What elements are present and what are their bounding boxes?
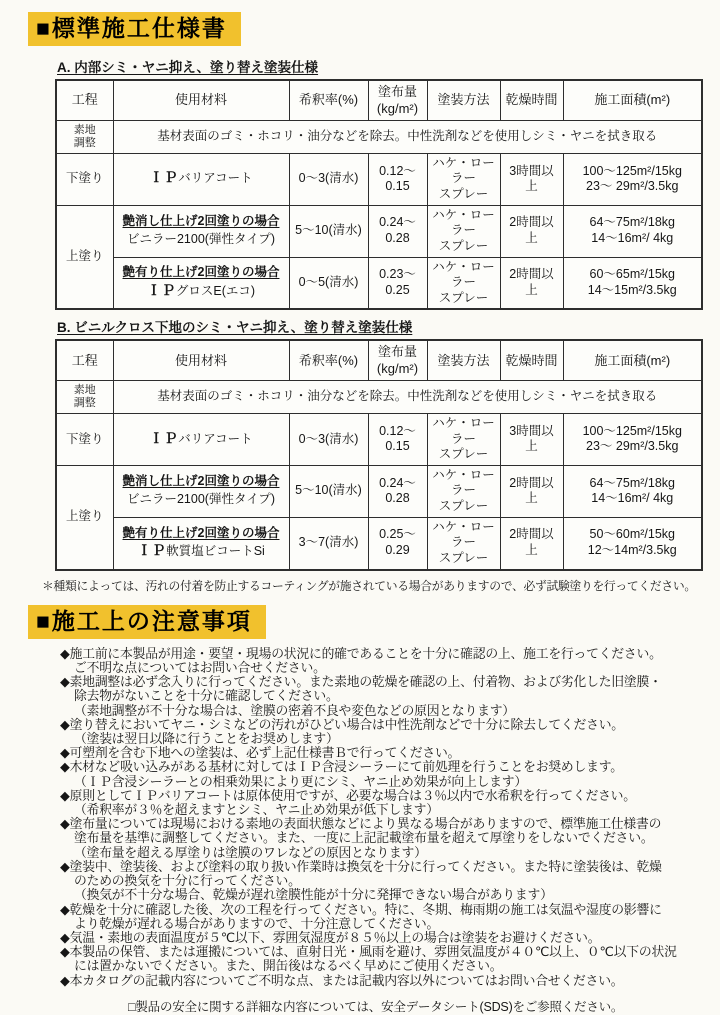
page-title-spec: ■標準施工仕様書 (28, 12, 241, 46)
table-b-undercoat-row (56, 413, 702, 465)
cell-method: ハケ・ローラー スプレー (427, 153, 500, 205)
table-a-topcoat-row-1 (56, 205, 702, 257)
note-line: 除去物がないことを十分に確認してください。 (74, 688, 339, 704)
cell-method: ハケ・ローラー スプレー (427, 257, 500, 309)
material-name: グロスE(エコ) (175, 284, 256, 299)
col-header-material: 使用材料 (113, 80, 289, 120)
cell-material (113, 465, 289, 517)
cell-area: 64～75m²/18kg 14～16m²/ 4kg (563, 205, 702, 257)
cell-coverage: 0.12～0.15 (368, 413, 427, 465)
note-line: （素地調整が不十分な場合は、塗膜の密着不良や変色などの原因となります） (74, 702, 515, 718)
col-header-process: 工程 (56, 80, 113, 120)
col-header-drytime: 乾燥時間 (500, 80, 563, 120)
note-line: ◆塗装中、塗装後、および塗料の取り扱い作業時は換気を十分に行ってください。また特に塗装後は、乾燥 (60, 858, 662, 874)
cell-method: ハケ・ローラー スプレー (427, 517, 500, 569)
material-name: ビニラー2100(弾性タイプ) (126, 492, 275, 507)
cell-dilution: 0～3(清水) (289, 413, 368, 465)
table-a-header-row (56, 80, 702, 120)
cell-material (113, 413, 289, 465)
col-header-dilution: 希釈率(%) (289, 340, 368, 380)
note-line: より乾燥が遅れる場合がありますので、十分注意してください。 (74, 915, 440, 931)
process-label-undercoat: 下塗り (56, 413, 113, 465)
cell-drytime: 3時間以上 (500, 153, 563, 205)
note-line: ◆乾燥を十分に確認した後、次の工程を行ってください。特に、冬期、梅雨期の施工は気温や湿度の影響に (60, 901, 662, 917)
note-line: ◆可塑剤を含む下地への塗装は、必ず上記仕様書Ｂで行ってください。 (60, 745, 461, 761)
process-label-topcoat: 上塗り (56, 465, 113, 569)
note-line: ご不明な点についてはお問い合せください。 (74, 660, 326, 676)
table-b-topcoat-row-2 (56, 517, 702, 569)
table-a-topcoat-row-2 (56, 257, 702, 309)
brand-mark: ＩＰ (149, 431, 179, 447)
surface-prep-description: 基材表面のゴミ・ホコリ・油分などを除去。中性洗剤などを使用しシミ・ヤニを拭き取る (113, 120, 702, 153)
material-name: バリアコート (178, 171, 253, 186)
cell-method: ハケ・ローラー スプレー (427, 205, 500, 257)
col-header-coverage: 塗布量 (kg/m²) (368, 340, 427, 380)
note-line: ◆塗布量については現場における素地の表面状態などにより異なる場合がありますので、標準施工仕様書の (60, 816, 662, 832)
note-line: ◆原則としてＩＰバリアコートは原体使用ですが、必要な場合は３％以内で水希釈を行ってください。 (60, 787, 636, 803)
spec-table-a (55, 79, 703, 310)
cell-dilution: 0～5(清水) (289, 257, 368, 309)
cell-coverage: 0.12～0.15 (368, 153, 427, 205)
note-line: （換気が不十分な場合、乾燥が遅れ塗膜性能が十分に発揮できない場合があります） (74, 887, 553, 903)
table-a-surface-prep-row (56, 120, 702, 153)
note-line: ◆素地調整は必ず念入りに行ってください。また素地の乾燥を確認の上、付着物、および劣化した旧塗膜・ (60, 674, 662, 690)
note-line: ◆塗り替えにおいてヤニ・シミなどの汚れがひどい場合は中性洗剤などで十分に除去してください。 (60, 716, 624, 732)
cell-dilution: 5～10(清水) (289, 465, 368, 517)
brand-mark: ＩＰ (146, 284, 176, 300)
finish-case-heading: 艶有り仕上げ2回塗りの場合 (122, 525, 280, 540)
note-line: 塗布量を基準に調整してください。また、一度に上記記載塗布量を超えて厚塗りをしないでください。 (74, 830, 654, 846)
table-b-surface-prep-row (56, 380, 702, 413)
table-a-label: A. 内部シミ・ヤニ抑え、塗り替え塗装仕様 (57, 60, 319, 76)
cell-material (113, 205, 289, 257)
cell-drytime: 2時間以上 (500, 465, 563, 517)
table-b-topcoat-row-1 (56, 465, 702, 517)
surface-prep-description: 基材表面のゴミ・ホコリ・油分などを除去。中性洗剤などを使用しシミ・ヤニを拭き取る (113, 380, 702, 413)
col-header-material: 使用材料 (113, 340, 289, 380)
cell-dilution: 3～7(清水) (289, 517, 368, 569)
table-a-undercoat-row (56, 153, 702, 205)
notes-title-wrap (28, 605, 720, 639)
finish-case-heading: 艶有り仕上げ2回塗りの場合 (122, 265, 280, 280)
finish-case-heading: 艶消し仕上げ2回塗りの場合 (122, 213, 280, 228)
cell-coverage: 0.25～0.29 (368, 517, 427, 569)
cell-drytime: 2時間以上 (500, 517, 563, 569)
material-name: 軟質塩ビコートSi (166, 544, 265, 559)
cell-area: 100～125m²/15kg 23～ 29m²/3.5kg (563, 413, 702, 465)
col-header-drytime: 乾燥時間 (500, 340, 563, 380)
cell-drytime: 2時間以上 (500, 257, 563, 309)
cell-coverage: 0.23～0.25 (368, 257, 427, 309)
sds-reference: □製品の安全に関する詳細な内容については、安全データシート(SDS)をご参照ください。 (128, 999, 624, 1014)
brand-mark: ＩＰ (149, 171, 179, 187)
cell-drytime: 2時間以上 (500, 205, 563, 257)
cell-material (113, 517, 289, 569)
note-line: には置かないでください。また、開缶後はなるべく早めにご使用ください。 (74, 958, 503, 974)
process-label-undercoat: 下塗り (56, 153, 113, 205)
process-label-surface-prep: 素地 調整 (56, 380, 113, 413)
finish-case-heading: 艶消し仕上げ2回塗りの場合 (122, 473, 280, 488)
note-line: （塗装は翌日以降に行うことをお奨めします） (74, 731, 339, 747)
page-title-precautions: ■施工上の注意事項 (28, 605, 266, 639)
cell-area: 64～75m²/18kg 14～16m²/ 4kg (563, 465, 702, 517)
material-name: バリアコート (178, 431, 253, 446)
note-line: ◆本カタログの記載内容についてご不明な点、または記載内容以外についてはお問い合せください。 (60, 972, 624, 988)
cell-method: ハケ・ローラー スプレー (427, 413, 500, 465)
cell-material (113, 257, 289, 309)
col-header-method: 塗装方法 (427, 80, 500, 120)
cell-drytime: 3時間以上 (500, 413, 563, 465)
spec-table-b (55, 339, 703, 570)
col-header-area: 施工面積(m²) (563, 80, 702, 120)
cell-dilution: 0～3(清水) (289, 153, 368, 205)
note-line: （塗布量を超える厚塗りは塗膜のワレなどの原因となります） (74, 844, 427, 860)
process-label-topcoat: 上塗り (56, 205, 113, 309)
note-line: のための換気を十分に行ってください。 (74, 873, 301, 889)
col-header-coverage: 塗布量 (kg/m²) (368, 80, 427, 120)
note-line: ◆木材など吸い込みがある基材に対してはＩＰ含浸シーラーにて前処理を行うことをお奨めします。 (60, 759, 623, 775)
table-b-label: B. ビニルクロス下地のシミ・ヤニ抑え、塗り替え塗装仕様 (57, 320, 413, 336)
col-header-process: 工程 (56, 340, 113, 380)
note-line: （ＩＰ含浸シーラーとの相乗効果により更にシミ、ヤニ止め効果が向上します） (74, 773, 527, 789)
col-header-dilution: 希釈率(%) (289, 80, 368, 120)
spec-title-wrap (28, 12, 720, 46)
col-header-area: 施工面積(m²) (563, 340, 702, 380)
cell-coverage: 0.24～0.28 (368, 465, 427, 517)
trial-coating-footnote: ＊種類によっては、汚れの付着を防止するコーティングが施されている場合がありますので、必ず試験塗りを行ってください。 (42, 578, 696, 593)
table-b-header-row (56, 340, 702, 380)
cell-area: 100～125m²/15kg 23～ 29m²/3.5kg (563, 153, 702, 205)
cell-dilution: 5～10(清水) (289, 205, 368, 257)
cell-material (113, 153, 289, 205)
cell-area: 60～65m²/15kg 14～15m²/3.5kg (563, 257, 702, 309)
cell-coverage: 0.24～0.28 (368, 205, 427, 257)
note-line: ◆気温・素地の表面温度が５℃以下、雰囲気湿度が８５％以上の場合は塗装をお避けください。 (60, 929, 601, 945)
note-line: ◆本製品の保管、または運搬については、直射日光・風雨を避け、雰囲気温度が４０℃以上、０℃以下の状況 (60, 944, 677, 960)
precaution-notes (0, 647, 720, 988)
note-line: （希釈率が３％を超えますとシミ、ヤニ止め効果が低下します） (74, 802, 439, 818)
cell-method: ハケ・ローラー スプレー (427, 465, 500, 517)
brand-mark: ＩＰ (137, 544, 167, 560)
cell-area: 50～60m²/15kg 12～14m²/3.5kg (563, 517, 702, 569)
col-header-method: 塗装方法 (427, 340, 500, 380)
process-label-surface-prep: 素地 調整 (56, 120, 113, 153)
material-name: ビニラー2100(弾性タイプ) (126, 232, 275, 247)
note-line: ◆施工前に本製品が用途・要望・現場の状況に的確であることを十分に確認の上、施工を行ってください。 (60, 645, 662, 661)
